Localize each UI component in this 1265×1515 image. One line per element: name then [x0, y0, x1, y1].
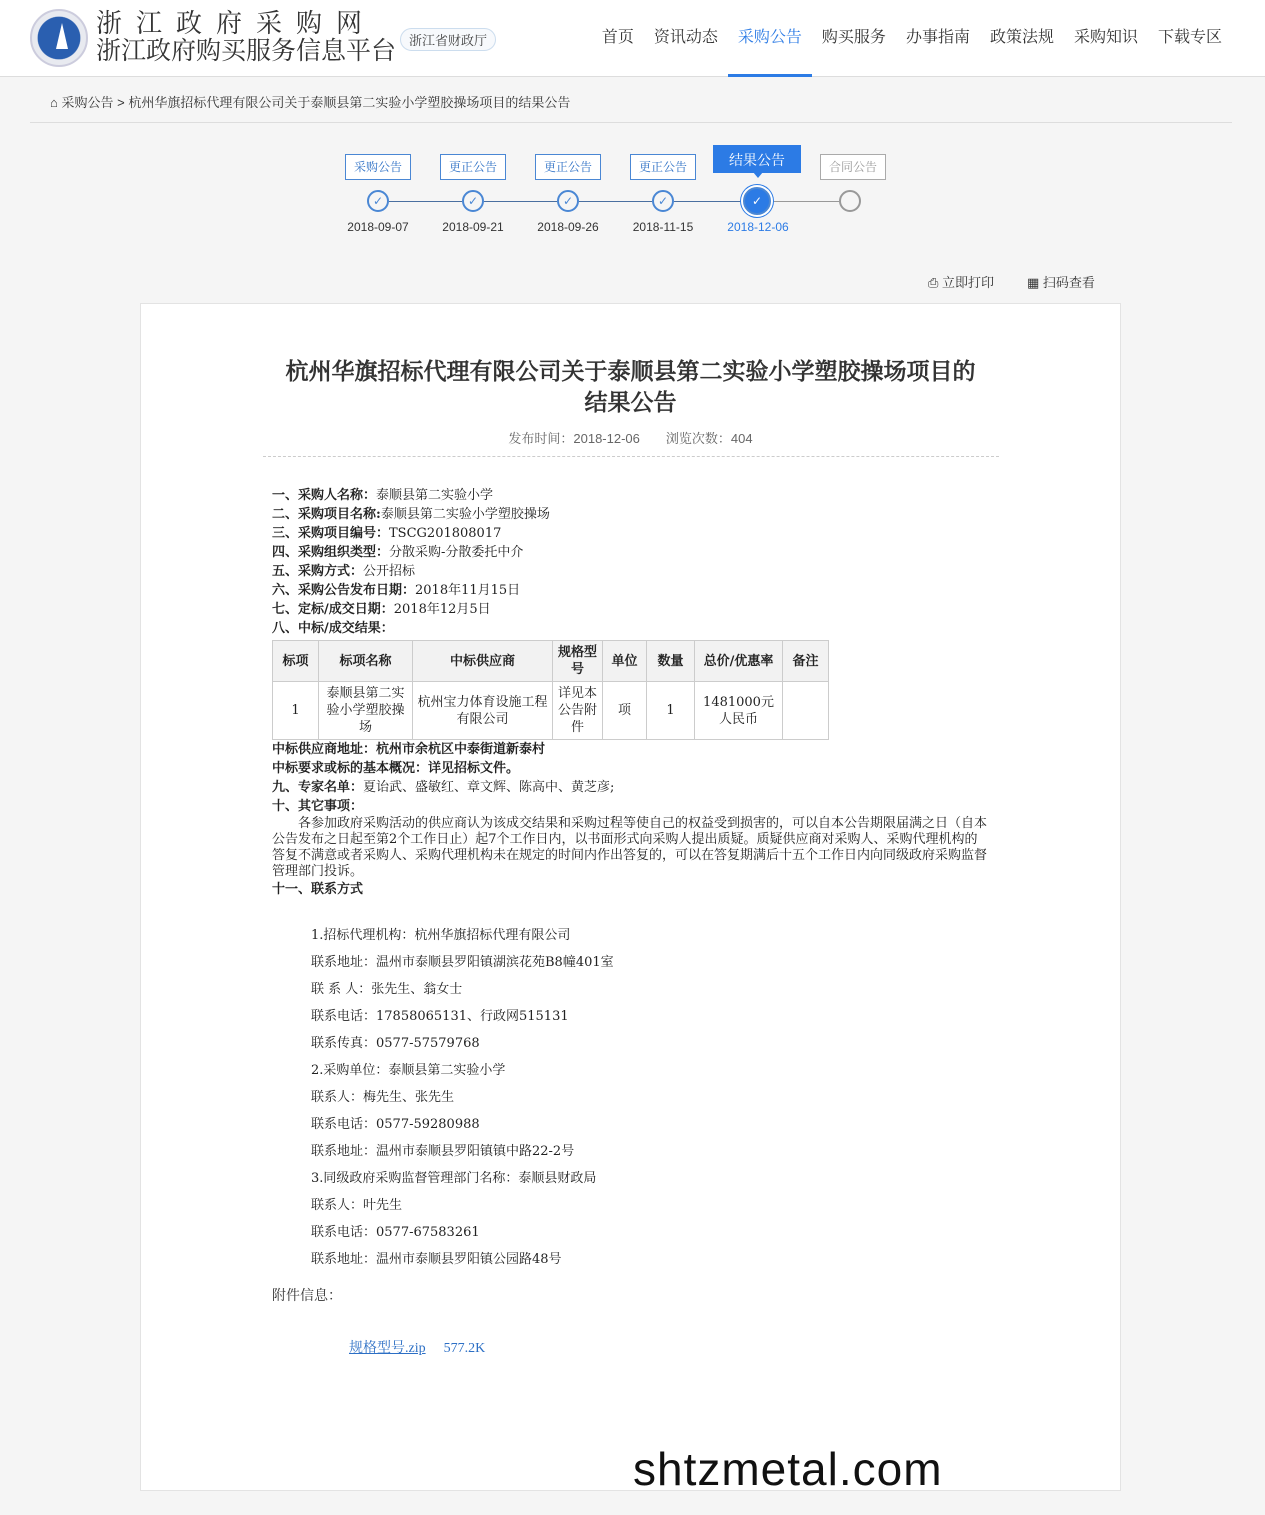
experts-label: 九、专家名单： — [272, 780, 364, 795]
watermark: shtzmetal.com — [633, 1443, 943, 1495]
check-icon: ✓ — [367, 190, 389, 212]
site-logo[interactable] — [30, 9, 88, 67]
check-icon: ✓ — [652, 190, 674, 212]
breadcrumb — [50, 92, 570, 111]
column-header: 数量 — [647, 641, 695, 682]
step-date: 2018-12-06 — [727, 220, 789, 234]
contact-line: 联系电话：0577-59280988 — [311, 1117, 480, 1132]
field-label: 八、中标/成交结果： — [272, 621, 394, 636]
contact-label: 十一、联系方式 — [272, 882, 364, 897]
check-icon-active: ✓ — [743, 187, 771, 215]
table-cell: 杭州宝力体育设施工程有限公司 — [413, 682, 553, 740]
printer-icon: ⎙ — [928, 275, 943, 290]
breadcrumb-separator: > — [117, 95, 125, 110]
qr-button[interactable] — [1027, 272, 1095, 291]
field-label: 二、采购项目名称: — [272, 507, 381, 522]
step-label[interactable]: 更正公告 — [535, 154, 601, 180]
field-label: 一、采购人名称： — [272, 488, 377, 503]
print-button[interactable] — [928, 272, 994, 291]
table-cell — [783, 682, 829, 740]
home-icon[interactable]: ⌂ — [50, 95, 58, 110]
step-date: 2018-09-26 — [537, 220, 599, 234]
field-value: 公开招标 — [363, 564, 416, 579]
article-card — [140, 303, 1121, 1491]
article-meta: 发布时间：2018-12-06 浏览次数：404 — [508, 431, 753, 446]
contact-line: 联系地址：温州市泰顺县罗阳镇镇中路22-2号 — [311, 1144, 575, 1159]
nav-home[interactable]: 首页 — [601, 29, 634, 46]
timeline-connector — [579, 201, 652, 202]
field-value: 2018年12月5日 — [393, 602, 491, 617]
check-icon: ✓ — [557, 190, 579, 212]
contact-line: 联系地址：温州市泰顺县罗阳镇湖滨花苑B8幢401室 — [311, 955, 614, 970]
qr-label: 扫码查看 — [1042, 275, 1095, 290]
experts-value: 夏诒武、盛敏红、章文辉、陈高中、黄芝彦; — [363, 780, 615, 795]
field-label: 七、定标/成交日期： — [272, 602, 394, 617]
column-header: 单位 — [603, 641, 647, 682]
column-header: 标项名称 — [319, 641, 413, 682]
step-label[interactable]: 采购公告 — [345, 154, 411, 180]
pending-circle-icon — [839, 190, 861, 212]
title-line: 结果公告 — [584, 389, 677, 415]
contact-line: 联系电话：0577-67583261 — [311, 1225, 480, 1240]
table-row — [273, 682, 829, 740]
nav-purchase-service[interactable]: 购买服务 — [821, 29, 886, 46]
main-nav — [592, 0, 1232, 77]
contact-line: 2.采购单位：泰顺县第二实验小学 — [311, 1063, 506, 1078]
breadcrumb-root[interactable]: 采购公告 — [61, 95, 114, 110]
step-label-active[interactable]: 结果公告 — [713, 145, 801, 173]
timeline-connector — [674, 201, 744, 202]
contact-line: 联系地址：温州市泰顺县罗阳镇公园路48号 — [311, 1252, 562, 1267]
timeline-connector — [484, 201, 557, 202]
column-header: 中标供应商 — [413, 641, 553, 682]
field-label: 四、采购组织类型： — [272, 545, 390, 560]
site-subtitle: 浙江政府购买服务信息平台 — [96, 37, 397, 65]
check-icon: ✓ — [462, 190, 484, 212]
contact-line: 联系传真：0577-57579768 — [311, 1036, 480, 1051]
field-value: 2018年11月15日 — [415, 583, 521, 598]
attachment-size: 577.2K — [443, 1341, 486, 1356]
field-value: 分散采购-分散委托中介 — [389, 545, 524, 560]
contact-line: 联系电话：17858065131、行政网515131 — [311, 1009, 569, 1024]
field-label: 三、采购项目编号： — [272, 526, 390, 541]
column-header: 总价/优惠率 — [695, 641, 783, 682]
site-header — [0, 0, 1265, 77]
field-value: 泰顺县第二实验小学 — [376, 488, 494, 503]
site-title: 浙江政府采购网 — [96, 8, 377, 38]
column-header: 标项 — [273, 641, 319, 682]
attachment — [349, 1337, 485, 1357]
column-header: 备注 — [783, 641, 829, 682]
dept-badge[interactable]: 浙江省财政厅 — [400, 28, 496, 51]
field-value: TSCG201808017 — [389, 526, 502, 541]
attachment-link[interactable]: 规格型号.zip — [349, 1341, 426, 1356]
other-label: 十、其它事项： — [272, 799, 364, 814]
requirement-summary: 中标要求或标的基本概况：详见招标文件。 — [272, 761, 520, 776]
breadcrumb-current: 杭州华旗招标代理有限公司关于泰顺县第二实验小学塑胶操场项目的结果公告 — [128, 95, 571, 110]
step-date: 2018-11-15 — [632, 220, 694, 234]
table-cell: 1 — [273, 682, 319, 740]
table-cell: 1481000元人民币 — [695, 682, 783, 740]
step-label[interactable]: 更正公告 — [440, 154, 506, 180]
supplier-address: 中标供应商地址：杭州市余杭区中泰街道新泰村 — [272, 742, 546, 757]
table-cell: 1 — [647, 682, 695, 740]
contact-line: 联 系 人：张先生、翁女士 — [311, 982, 463, 997]
article-title — [141, 356, 1120, 418]
table-cell: 项 — [603, 682, 647, 740]
nav-news[interactable]: 资讯动态 — [653, 29, 718, 46]
step-date: 2018-09-21 — [442, 220, 504, 234]
timeline-connector — [772, 201, 839, 202]
title-line: 杭州华旗招标代理有限公司关于泰顺县第二实验小学塑胶操场项目的 — [285, 358, 976, 384]
field-label: 六、采购公告发布日期： — [272, 583, 416, 598]
nav-procurement-notice[interactable]: 采购公告 — [728, 0, 812, 77]
contact-line: 1.招标代理机构：杭州华旗招标代理有限公司 — [311, 928, 571, 943]
other-text: 各参加政府采购活动的供应商认为该成交结果和采购过程等使自己的权益受到损害的，可以自本公告期限届满之日（自本公告发布之日起至第2个工作日止）起7个工作日内，以书面形式向采购人提出质疑。质疑供应商对采购人、采购代理机构的答复不满意或者采购人、采购代理机构未在规定的时间内作出答复的，可以在答复期满后十五个工作日内向同级政府采购监督管理部门投诉。 — [272, 816, 988, 879]
result-table — [272, 640, 829, 740]
nav-knowledge[interactable]: 采购知识 — [1073, 29, 1138, 46]
table-cell: 详见本公告附件 — [553, 682, 603, 740]
step-label[interactable]: 更正公告 — [630, 154, 696, 180]
field-value: 泰顺县第二实验小学塑胶操场 — [380, 507, 550, 522]
contact-line: 联系人：叶先生 — [311, 1198, 403, 1213]
attachment-label: 附件信息： — [272, 1288, 342, 1304]
nav-guide[interactable]: 办事指南 — [905, 29, 970, 46]
table-cell: 泰顺县第二实验小学塑胶操场 — [319, 682, 413, 740]
timeline-connector — [389, 201, 462, 202]
contact-line: 联系人：梅先生、张先生 — [311, 1090, 455, 1105]
qr-code-icon: ▦ — [1027, 275, 1043, 290]
nav-download[interactable]: 下载专区 — [1157, 29, 1222, 46]
nav-policy[interactable]: 政策法规 — [989, 29, 1054, 46]
print-label: 立即打印 — [942, 275, 995, 290]
column-header: 规格型号 — [553, 641, 603, 682]
divider — [263, 456, 999, 457]
step-label-pending: 合同公告 — [820, 154, 886, 180]
article-body — [272, 486, 992, 899]
field-label: 五、采购方式： — [272, 564, 364, 579]
contact-line: 3.同级政府采购监督管理部门名称：泰顺县财政局 — [311, 1171, 597, 1186]
contact-list — [311, 922, 614, 1273]
divider — [30, 122, 1232, 123]
step-date: 2018-09-07 — [347, 220, 409, 234]
